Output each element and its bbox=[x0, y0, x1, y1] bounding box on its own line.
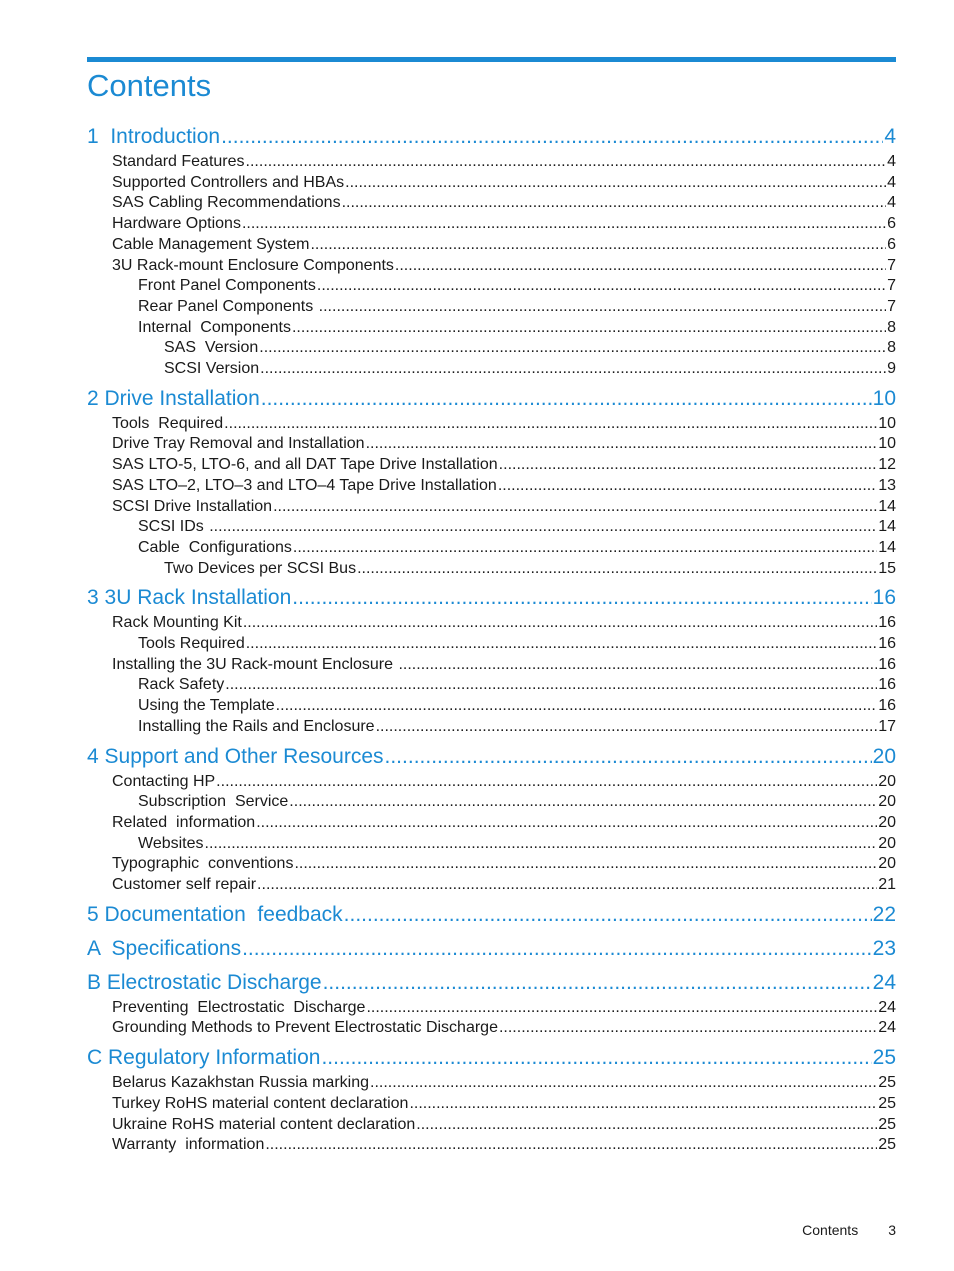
toc-entry-page: 10 bbox=[872, 386, 896, 410]
toc-entry-page: 4 bbox=[884, 125, 896, 148]
toc-entry-page: 20 bbox=[872, 744, 896, 768]
toc-entry-label: SAS Version bbox=[164, 339, 259, 357]
toc-dot-leader bbox=[395, 255, 886, 276]
toc-section-entry[interactable] bbox=[138, 716, 896, 737]
toc-entry-page: 10 bbox=[878, 435, 896, 453]
toc-entry-label: A Specifications bbox=[87, 936, 242, 960]
toc-section-entry[interactable] bbox=[164, 358, 896, 379]
toc-entry-page: 22 bbox=[872, 902, 896, 926]
toc-entry-page: 15 bbox=[878, 559, 896, 577]
toc-entry-page: 20 bbox=[878, 772, 896, 790]
toc-entry-page: 7 bbox=[887, 256, 896, 274]
toc-entry-label: Websites bbox=[138, 834, 204, 852]
toc-dot-leader bbox=[242, 213, 886, 234]
toc-entry-page: 16 bbox=[878, 635, 896, 652]
toc-entry-label: Using the Template bbox=[138, 697, 275, 715]
toc-section-entry[interactable] bbox=[112, 612, 896, 633]
toc-entry-label: Cable Management System bbox=[112, 235, 310, 253]
toc-dot-leader bbox=[292, 585, 871, 611]
toc-section-entry[interactable] bbox=[138, 833, 896, 854]
toc-entry-label: SCSI Version bbox=[164, 360, 260, 377]
toc-dot-leader bbox=[321, 1045, 871, 1071]
toc-section-entry[interactable] bbox=[112, 172, 896, 193]
toc-section-entry[interactable] bbox=[138, 633, 896, 654]
toc-dot-leader bbox=[259, 337, 886, 358]
toc-section-entry[interactable] bbox=[112, 475, 896, 496]
toc-entry-page: 10 bbox=[878, 414, 896, 432]
toc-entry-label: Belarus Kazakhstan Russia marking bbox=[112, 1074, 370, 1092]
toc-entry-page: 8 bbox=[887, 318, 896, 336]
toc-entry-label: Installing the Rails and Enclosure bbox=[138, 717, 375, 735]
toc-entry-page: 23 bbox=[872, 936, 896, 960]
toc-section-entry[interactable] bbox=[112, 151, 896, 172]
toc-entry-label: Contacting HP bbox=[112, 772, 216, 790]
page-title: Contents bbox=[87, 68, 212, 103]
toc-entry-page: 20 bbox=[878, 813, 896, 831]
toc-section-entry[interactable] bbox=[164, 337, 896, 358]
toc-section-entry[interactable] bbox=[112, 1134, 896, 1155]
toc-entry-page: 12 bbox=[878, 456, 896, 474]
toc-entry-label: Two Devices per SCSI Bus bbox=[164, 559, 357, 577]
toc-entry-page: 4 bbox=[887, 173, 896, 191]
toc-dot-leader bbox=[246, 633, 877, 654]
toc-entry-label: Typographic conventions bbox=[112, 855, 294, 873]
toc-entry-page: 25 bbox=[878, 1074, 896, 1092]
toc-entry-label: Rear Panel Components bbox=[138, 297, 318, 315]
toc-dot-leader bbox=[242, 936, 872, 962]
toc-entry-page: 24 bbox=[872, 970, 896, 994]
toc-section-entry[interactable] bbox=[138, 516, 896, 537]
toc-entry-page: 24 bbox=[878, 1019, 896, 1037]
toc-entry-label: Subscription Service bbox=[138, 793, 289, 811]
toc-dot-leader bbox=[216, 771, 877, 792]
toc-entry-page: 17 bbox=[878, 717, 896, 735]
toc-chapter-entry[interactable] bbox=[87, 1045, 896, 1071]
toc-entry-page: 13 bbox=[878, 476, 896, 494]
toc-entry-label: Hardware Options bbox=[112, 215, 241, 233]
toc-dot-leader bbox=[293, 537, 877, 558]
toc-entry-label: 3U Rack-mount Enclosure Components bbox=[112, 256, 394, 274]
toc-dot-leader bbox=[289, 791, 877, 812]
toc-entry-page: 20 bbox=[878, 793, 896, 811]
toc-entry-page: 4 bbox=[887, 194, 896, 212]
toc-entry-page: 8 bbox=[887, 339, 896, 357]
toc-section-entry[interactable] bbox=[138, 317, 896, 338]
toc-entry-page: 14 bbox=[878, 538, 896, 556]
toc-section-entry[interactable] bbox=[112, 496, 896, 517]
toc-section-entry[interactable] bbox=[112, 1017, 896, 1038]
toc-section-entry[interactable] bbox=[164, 558, 896, 579]
toc-section-entry[interactable] bbox=[112, 1072, 896, 1093]
toc-dot-leader bbox=[498, 475, 877, 496]
toc-section-entry[interactable] bbox=[112, 255, 896, 276]
toc-entry-page: 9 bbox=[887, 360, 896, 377]
toc-entry-label: Internal Components bbox=[138, 318, 291, 336]
footer-label: Contents bbox=[802, 1222, 859, 1238]
toc-entry-label: SCSI IDs bbox=[138, 518, 209, 536]
toc-dot-leader bbox=[221, 124, 883, 150]
toc-dot-leader bbox=[345, 172, 886, 193]
toc-entry-label: SAS LTO-5, LTO-6, and all DAT Tape Drive Installation bbox=[112, 456, 498, 474]
toc-dot-leader bbox=[409, 1093, 877, 1114]
toc-section-entry[interactable] bbox=[112, 1114, 896, 1135]
toc-entry-label: Turkey RoHS material content declaration bbox=[112, 1094, 409, 1112]
toc-section-entry[interactable] bbox=[112, 654, 896, 675]
toc-section-entry[interactable] bbox=[112, 234, 896, 255]
toc-dot-leader bbox=[224, 413, 877, 434]
toc-entry-label: Related information bbox=[112, 813, 256, 831]
toc-dot-leader bbox=[319, 296, 886, 317]
toc-entry-label: 5 Documentation feedback bbox=[87, 902, 343, 926]
toc-entry-label: Rack Mounting Kit bbox=[112, 614, 242, 632]
toc-entry-page: 16 bbox=[872, 586, 896, 610]
toc-chapter-entry[interactable] bbox=[87, 936, 896, 962]
toc-entry-page: 7 bbox=[887, 297, 896, 315]
toc-chapter-entry[interactable] bbox=[87, 744, 896, 770]
toc-dot-leader bbox=[323, 970, 872, 996]
toc-entry-page: 24 bbox=[878, 998, 896, 1016]
toc-dot-leader bbox=[257, 874, 877, 895]
toc-dot-leader bbox=[317, 275, 886, 296]
toc-dot-leader bbox=[398, 654, 877, 675]
toc-dot-leader bbox=[357, 558, 877, 579]
toc-dot-leader bbox=[342, 192, 887, 213]
toc-dot-leader bbox=[273, 496, 877, 517]
toc-entry-page: 25 bbox=[878, 1094, 896, 1112]
toc-dot-leader bbox=[366, 997, 877, 1018]
toc-entry-page: 16 bbox=[878, 697, 896, 715]
toc-entry-label: Cable Configurations bbox=[138, 538, 292, 556]
toc-entry-label: 2 Drive Installation bbox=[87, 386, 260, 410]
toc-entry-label: Tools Required bbox=[112, 414, 224, 432]
toc-entry-label: Drive Tray Removal and Installation bbox=[112, 435, 365, 453]
toc-section-entry[interactable] bbox=[112, 192, 896, 213]
toc-entry-label: Preventing Electrostatic Discharge bbox=[112, 998, 366, 1016]
toc-entry-label: B Electrostatic Discharge bbox=[87, 970, 322, 994]
toc-entry-page: 21 bbox=[878, 876, 896, 893]
toc-entry-page: 20 bbox=[878, 855, 896, 873]
toc-dot-leader bbox=[416, 1114, 877, 1135]
toc-dot-leader bbox=[243, 612, 877, 633]
toc-dot-leader bbox=[205, 833, 878, 854]
toc-entry-label: Grounding Methods to Prevent Electrostatic Discharge bbox=[112, 1019, 498, 1037]
page-footer bbox=[802, 1222, 896, 1238]
toc-entry-label: SAS Cabling Recommendations bbox=[112, 194, 341, 212]
toc-entry-label: Front Panel Components bbox=[138, 277, 316, 295]
toc-entry-page: 16 bbox=[878, 614, 896, 632]
toc-entry-label: C Regulatory Information bbox=[87, 1046, 321, 1070]
toc-chapter-entry[interactable] bbox=[87, 970, 896, 996]
toc-section-entry[interactable] bbox=[112, 771, 896, 792]
toc-section-entry[interactable] bbox=[112, 454, 896, 475]
toc-entry-label: Tools Required bbox=[138, 635, 245, 652]
toc-section-entry[interactable] bbox=[112, 213, 896, 234]
toc-entry-label: 1 Introduction bbox=[87, 125, 221, 148]
toc-entry-label: Installing the 3U Rack-mount Enclosure bbox=[112, 655, 398, 673]
toc-entry-page: 6 bbox=[887, 215, 896, 233]
toc-dot-leader bbox=[256, 812, 877, 833]
toc-entry-label: Customer self repair bbox=[112, 876, 257, 893]
toc-entry-page: 14 bbox=[878, 518, 896, 536]
toc-dot-leader bbox=[370, 1072, 877, 1093]
toc-entry-page: 16 bbox=[878, 655, 896, 673]
toc-section-entry[interactable] bbox=[112, 874, 896, 895]
toc-entry-label: 4 Support and Other Resources bbox=[87, 744, 384, 768]
toc-entry-label: SAS LTO–2, LTO–3 and LTO–4 Tape Drive Installation bbox=[112, 476, 497, 494]
toc-entry-label: Ukraine RoHS material content declaration bbox=[112, 1115, 416, 1133]
toc-entry-page: 25 bbox=[878, 1136, 896, 1154]
toc-entry-label: Standard Features bbox=[112, 153, 245, 170]
toc-entry-label: Rack Safety bbox=[138, 676, 225, 694]
toc-dot-leader bbox=[265, 1134, 877, 1155]
toc-chapter-entry[interactable] bbox=[87, 902, 896, 928]
toc-section-entry[interactable] bbox=[138, 695, 896, 716]
toc-dot-leader bbox=[376, 716, 878, 737]
toc-entry-page: 6 bbox=[887, 235, 896, 253]
toc-section-entry[interactable] bbox=[112, 1093, 896, 1114]
toc-entry-page: 20 bbox=[878, 834, 896, 852]
toc-dot-leader bbox=[209, 516, 877, 537]
toc-dot-leader bbox=[292, 317, 886, 338]
toc-entry-page: 4 bbox=[887, 153, 896, 170]
toc-dot-leader bbox=[276, 695, 878, 716]
toc-entry-label: 3 3U Rack Installation bbox=[87, 586, 292, 610]
toc-entry-page: 16 bbox=[878, 676, 896, 694]
toc-dot-leader bbox=[499, 454, 878, 475]
toc-chapter-entry[interactable] bbox=[87, 585, 896, 611]
toc-dot-leader bbox=[294, 853, 877, 874]
toc-entry-page: 14 bbox=[878, 497, 896, 515]
page-number: 3 bbox=[888, 1222, 896, 1238]
toc-dot-leader bbox=[246, 151, 887, 172]
toc-section-entry[interactable] bbox=[138, 674, 896, 695]
toc-chapter-entry[interactable] bbox=[87, 124, 896, 150]
toc-entry-page: 25 bbox=[872, 1046, 896, 1070]
toc-section-entry[interactable] bbox=[138, 537, 896, 558]
toc-dot-leader bbox=[261, 386, 872, 412]
toc-section-entry[interactable] bbox=[112, 433, 896, 454]
toc-dot-leader bbox=[366, 433, 878, 454]
toc-dot-leader bbox=[225, 674, 877, 695]
toc-section-entry[interactable] bbox=[138, 275, 896, 296]
toc-entry-page: 25 bbox=[878, 1115, 896, 1133]
toc-dot-leader bbox=[260, 358, 886, 379]
toc-section-entry[interactable] bbox=[112, 812, 896, 833]
toc-entry-label: Warranty information bbox=[112, 1136, 265, 1154]
toc-chapter-entry[interactable] bbox=[87, 386, 896, 412]
toc-dot-leader bbox=[385, 744, 872, 770]
toc-section-entry[interactable] bbox=[138, 296, 896, 317]
toc-dot-leader bbox=[310, 234, 886, 255]
toc-section-entry[interactable] bbox=[112, 413, 896, 434]
toc-dot-leader bbox=[499, 1017, 877, 1038]
toc-section-entry[interactable] bbox=[112, 853, 896, 874]
toc-entry-label: SCSI Drive Installation bbox=[112, 497, 273, 515]
toc-section-entry[interactable] bbox=[112, 997, 896, 1018]
toc-dot-leader bbox=[344, 902, 872, 928]
toc-section-entry[interactable] bbox=[138, 791, 896, 812]
toc-entry-page: 7 bbox=[887, 277, 896, 295]
toc-entry-label: Supported Controllers and HBAs bbox=[112, 173, 345, 191]
